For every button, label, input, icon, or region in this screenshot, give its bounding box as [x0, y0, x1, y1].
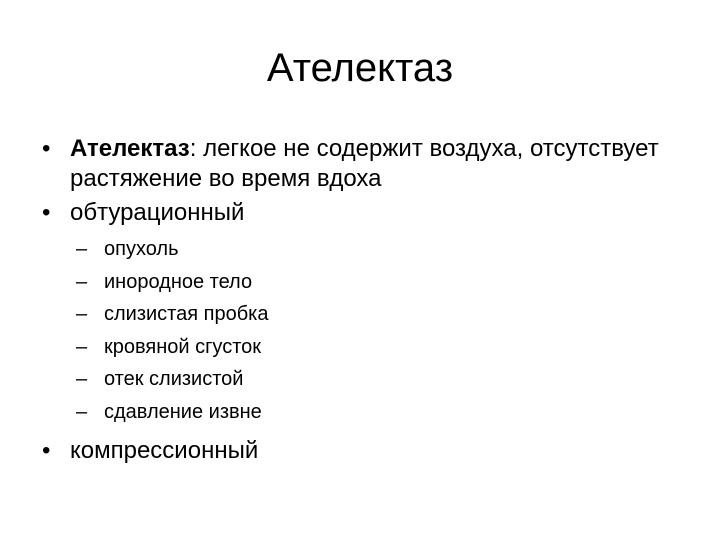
sublist-item [76, 396, 682, 429]
sublist-item-label: опухоль [104, 238, 179, 260]
bullet-item-obstructive [42, 198, 682, 228]
bullet-mark: • [42, 437, 51, 464]
sublist-item-label: слизистая пробка [104, 303, 269, 325]
dash-mark: – [76, 400, 88, 423]
sublist-item [76, 363, 682, 396]
bullet-item-definition [42, 134, 682, 194]
dash-mark: – [76, 238, 88, 260]
sublist-item-label: инородное тело [104, 270, 253, 293]
dash-mark: – [76, 270, 88, 293]
sublist-item [76, 233, 682, 266]
sublist-item-label: отек слизистой [104, 368, 244, 390]
sublist-item [76, 331, 682, 364]
bullet-mark: • [42, 135, 51, 162]
dash-mark: – [76, 335, 88, 358]
slide-title: Ателектаз [266, 46, 454, 90]
slide-content [42, 134, 682, 466]
obstructive-label: обтурационный [70, 199, 245, 226]
compressive-label: компрессионный [70, 437, 259, 464]
definition-text [70, 134, 682, 194]
sublist-item [76, 266, 682, 299]
dash-mark: – [76, 368, 88, 390]
bullet-mark: • [42, 199, 51, 226]
sublist-item-label: сдавление извне [104, 400, 262, 423]
sublist-item [76, 298, 682, 331]
dash-mark: – [76, 303, 88, 325]
definition-description: : легкое не содержит воздуха, отсутствует растяжение во время вдоха [70, 135, 659, 192]
definition-term: Ателектаз [70, 135, 190, 162]
obstructive-sublist [42, 233, 682, 428]
sublist-item-label: кровяной сгусток [104, 335, 262, 358]
bullet-item-compressive [42, 436, 682, 466]
